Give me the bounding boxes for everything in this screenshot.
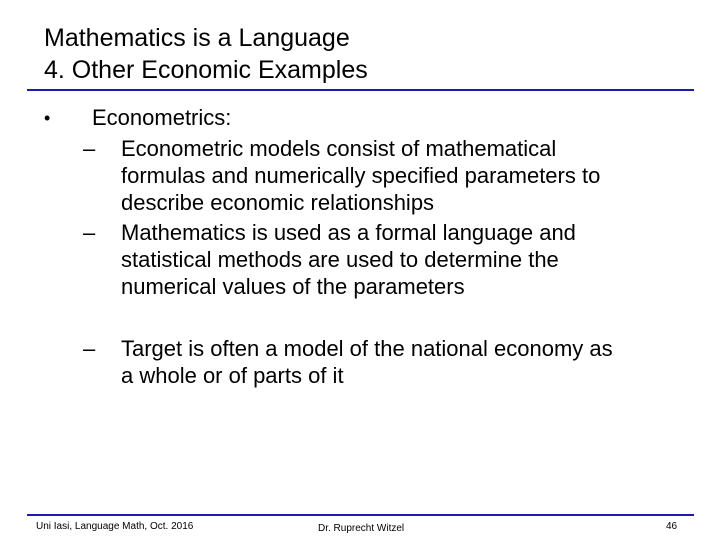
- footer-author: Dr. Ruprecht Witzel: [318, 523, 405, 534]
- footer-course: Uni Iasi, Language Math, Oct. 2016: [36, 521, 194, 532]
- title-divider: [27, 89, 694, 91]
- dash-icon: –: [83, 220, 96, 245]
- sub-bullet-text: [121, 335, 701, 389]
- sub-bullet-line: describe economic relationships: [121, 190, 435, 215]
- sub-bullet-line: statistical methods are used to determine the: [121, 247, 559, 272]
- sub-bullet-line: formulas and numerically specified parameters to: [121, 163, 601, 188]
- sub-bullet-text: [121, 219, 701, 300]
- bullet-icon: •: [44, 108, 51, 128]
- slide-title-line-1: Mathematics is a Language: [44, 24, 350, 52]
- page-number: 46: [666, 521, 678, 532]
- sub-bullet-line: numerical values of the parameters: [121, 274, 465, 299]
- sub-bullet-line: Econometric models consist of mathematical: [121, 136, 557, 161]
- sub-bullet-line: Target is often a model of the national economy as: [121, 336, 613, 361]
- footer-divider: [27, 514, 694, 516]
- sub-bullet-line: Mathematics is used as a formal language and: [121, 220, 576, 245]
- slide-title-line-2: 4. Other Economic Examples: [44, 56, 368, 84]
- dash-icon: –: [83, 136, 96, 161]
- dash-icon: –: [83, 336, 96, 361]
- sub-bullet-text: [121, 135, 701, 216]
- slide-title: [44, 22, 368, 86]
- bullet-heading: Econometrics:: [92, 105, 232, 130]
- sub-bullet-line: a whole or of parts of it: [121, 363, 344, 388]
